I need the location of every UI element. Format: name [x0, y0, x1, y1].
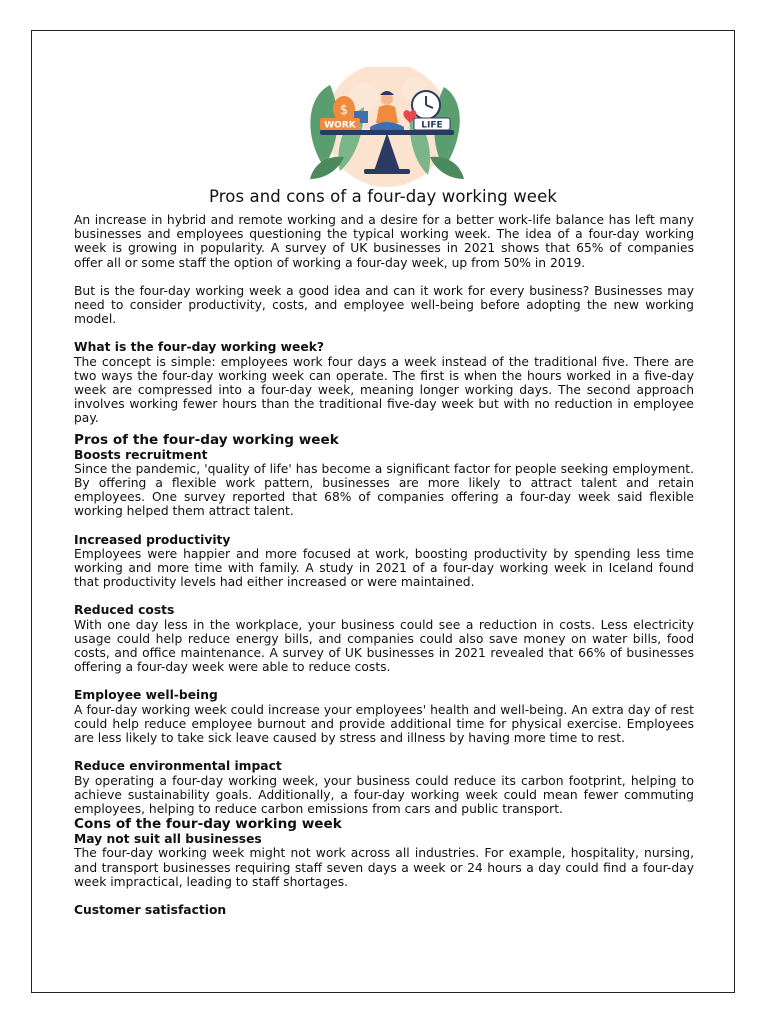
cons-heading: Cons of the four-day working week [74, 816, 342, 833]
intro-paragraph: An increase in hybrid and remote working and a desire for a better work-life balance has left many businesses and employees questioning the typical working week. The idea of a four-day working week is growing in popularity. A survey of UK businesses in 2021 shows that 65% of companies offer all or some staff the option of working a four-day week, up from 50% in 2019. [74, 213, 694, 270]
balance-beam [320, 130, 454, 135]
subsection-heading: Increased productivity [74, 532, 231, 547]
subsection-paragraph: Employees were happier and more focused at work, boosting productivity by spending less time working and more time with family. A study in 2021 of a four-day working week in Iceland found that productivity levels had either increased or were maintained. [74, 546, 694, 590]
pros-heading: Pros of the four-day working week [74, 431, 339, 448]
document-page [31, 30, 735, 993]
document-body [74, 213, 694, 917]
subsection-heading: May not suit all businesses [74, 832, 262, 847]
subsection-heading: Customer satisfaction [74, 902, 227, 917]
subsection-paragraph: With one day less in the workplace, your business could see a reduction in costs. Less electricity usage could help reduce energy bills, and companies could also save money on water bills, food costs, and office maintenance. A survey of UK businesses in 2021 revealed that 66% of businesses offering a four-day week were able to reduce costs. [74, 617, 694, 675]
subsection-paragraph: By operating a four-day working week, your business could reduce its carbon footprint, helping to achieve sustainability goals. Additionally, a four-day working week could mean fewer commuting employees, helping to reduce carbon emissions from cars and public transport. [74, 773, 694, 816]
intro-paragraph: But is the four-day working week a good idea and can it work for every business? Businesses may need to consider productivity, costs, and employee well-being before adopting the new working model. [74, 283, 694, 327]
subsection-heading: Employee well-being [74, 688, 218, 703]
work-life-balance-illustration [294, 67, 480, 187]
subsection-paragraph: A four-day working week could increase your employees' health and well-being. An extra day of rest could help reduce employee burnout and provide additional time for physical exercise. Employees are less likely to take sick leave caused by stress and illness by having more time to rest. [74, 702, 694, 746]
subsection-heading: Reduce environmental impact [74, 759, 282, 774]
subsection-heading: Reduced costs [74, 603, 175, 618]
section-heading: What is the four-day working week? [74, 340, 325, 355]
subsection-heading: Boosts recruitment [74, 447, 208, 462]
life-label: LIFE [421, 120, 443, 131]
subsection-paragraph: Since the pandemic, 'quality of life' has become a significant factor for people seeking employment. By offering a flexible work pattern, businesses are more likely to attract talent and retain employees. One survey reported that 68% of companies offering a four-day week said flexible working helped them attract talent. [74, 461, 694, 519]
work-label: WORK [324, 120, 356, 131]
document-title: Pros and cons of a four-day working week [209, 187, 557, 206]
svg-text:$: $ [339, 103, 349, 118]
subsection-paragraph: The four-day working week might not work across all industries. For example, hospitality, nursing, and transport businesses requiring staff seven days a week or 24 hours a day could find a four-day week impractical, leading to staff shortages. [74, 846, 694, 889]
section-paragraph: The concept is simple: employees work four days a week instead of the traditional five. There are two ways the four-day working week can operate. The first is when the hours worked in a five-day week are compressed into a four-day week, meaning longer working days. The second approach involves working fewer hours than the traditional five-day week but with no reduction in employee pay. [74, 354, 694, 426]
